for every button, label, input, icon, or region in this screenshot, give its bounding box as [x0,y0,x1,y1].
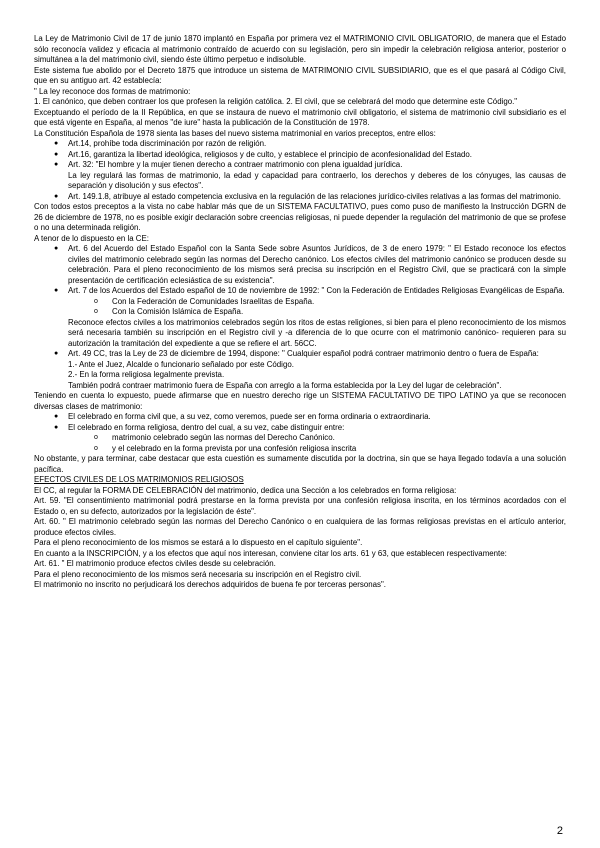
paragraph: Art. 61. " El matrimonio produce efectos civiles desde su celebración. [34,559,276,568]
list-item-continuation: 2.- En la forma religiosa legalmente prevista. [68,370,225,379]
paragraph: El CC, al regular la FORMA DE CELEBRACIÓN del matrimonio, dedica una Sección a los celebrados en forma religiosa: [34,485,457,495]
paragraph: Para el pleno reconocimiento de los mismos será necesaria su inscripción en el Registro civil. [34,569,362,579]
list-item: ● Art.14, prohíbe toda discriminación por razón de religión. [54,139,267,148]
bullet-icon: ● [54,140,59,147]
list-item: ● El celebrado en forma religiosa, dentro del cual, a su vez, cabe distinguir entre: [54,422,345,432]
list-item: ● Art.16, garantiza la libertad ideológica, religiosos y de culto, y establece el principio de aconfesionalidad del Estado. [54,149,472,159]
list-item: ● Art. 32: "El hombre y la mujer tienen derecho a contraer matrimonio con plena igualdad jurídica. [54,160,403,169]
bullet-icon: ● [54,150,59,158]
page-number: 2 [556,825,563,837]
list-item: ● El celebrado en forma civil que, a su vez, como veremos, puede ser en forma ordinaria o extraordinaria. [54,412,431,421]
paragraph: Exceptuando el período de la II República, en que se instaura de nuevo el matrimonio civil obligatorio, el sistema de matrimonio civil subsidiario es el que está vigente en España, al menos "de iure" hasta la publicación de la Constitución de 1978. [34,107,566,127]
circle-bullet-icon: o [94,297,98,305]
paragraph: Este sistema fue abolido por el Decreto 1875 que introduce un sistema de MATRIMONIO CIVIL SUBSIDIARIO, que es el que pasará al Código Civil, que en su antiguo art. 42 establecía: [34,65,566,85]
circle-bullet-icon: o [94,308,98,315]
paragraph: Art. 59. "El consentimiento matrimonial podrá prestarse en la forma prevista por una confesión religiosa inscrita, en los términos acordados con el Estado o, en su defecto, autorizados por la legislación de éste". [34,496,566,516]
paragraph: La Constitución Española de 1978 sienta las bases del nuevo sistema matrimonial en varios preceptos, entre ellos: [34,128,436,138]
paragraph: Art. 60. " El matrimonio celebrado según las normas del Derecho Canónico o en cualquiera de las formas religiosas previstas en el artículo anterior, produce efectos civiles. [34,517,566,537]
bullet-icon: ● [54,245,59,252]
ce-articles-list [34,139,566,202]
list-item: ● Art. 6 del Acuerdo del Estado Español con la Santa Sede sobre Asuntos Jurídicos, de 3 de enero 1979: " El Estado reconoce los efectos civiles del matrimonio celebrado según las normas del Derecho canónico. Los efectos civiles del matrimonio canónico se producen desde su celebración. Para el pleno reconocimiento de los mismos será precisa su inscripción en el Registro Civil, que se practicará con la simple presentación de certificación eclesiástica de su existencia". [54,244,566,285]
paragraph: No obstante, y para terminar, cabe destacar que esta cuestión es sumamente discutida por la doctrina, sin que se haya llegado todavía a una solución pacífica. [34,454,566,474]
paragraph: Teniendo en cuenta lo expuesto, puede afirmarse que en nuestro derecho rige un SISTEMA FACULTATIVO DE TIPO LATINO ya que se reconocen diversas clases de matrimonio: [34,391,566,411]
bullet-icon: ● [54,423,59,431]
sub-list-item: o Con la Federación de Comunidades Israelitas de España. [94,296,315,306]
bullet-icon: ● [54,192,59,200]
list-item-continuation: 1.- Ante el Juez, Alcalde o funcionario señalado por este Código. [68,359,294,369]
paragraph: 1. El canónico, que deben contraer los que profesen la religión católica. 2. El civil, que se celebrará del modo que determine este Código." [34,97,518,106]
list-item: ● Art. 7 de los Acuerdos del Estado español de 10 de noviembre de 1992: " Con la Federación de Entidades Religiosas Evangélicas de España. [54,286,565,295]
circle-bullet-icon: o [94,434,98,441]
sub-list-item: o matrimonio celebrado según las normas del Derecho Canónico. [94,433,335,442]
sub-list-item: o y el celebrado en la forma prevista por una confesión religiosa inscrita [94,443,357,453]
circle-bullet-icon: o [94,444,98,452]
list-item: ● Art. 49 CC, tras la Ley de 23 de diciembre de 1994, dispone: " Cualquier español podrá contraer matrimonio dentro o fuera de España: [54,349,539,358]
list-item-continuation: También podrá contraer matrimonio fuera de España con arreglo a la forma establecida por la Ley del lugar de celebración". [68,380,502,390]
list-item-continuation: La ley regulará las formas de matrimonio, la edad y capacidad para contraerlo, los derechos y deberes de los cónyuges, las causas de separación y disolución y sus efectos". [68,170,566,190]
list-item-continuation: Reconoce efectos civiles a los matrimonios celebrados según los ritos de estas religiones, si bien para el pleno reconocimiento de los mismos será necesaria también su inscripción en el Registro civil y -a diferencia de lo que ocurre con el matrimonio canónico- requieren para su autorización la tramitación del expediente a que se refiere el art. 56CC. [68,317,566,348]
paragraph: A tenor de lo dispuesto en la CE: [34,233,149,243]
sub-list-item: o Con la Comisión Islámica de España. [94,307,244,316]
bullet-icon: ● [54,413,59,420]
marriage-types-list [34,412,566,454]
paragraph: Para el pleno reconocimiento de los mismos se estará a lo dispuesto en el capítulo siguiente". [34,538,363,547]
paragraph: La Ley de Matrimonio Civil de 17 de junio 1870 implantó en España por primera vez el MATRIMONIO CIVIL OBLIGATORIO, de manera que el Estado sólo reconocía validez y eficacia al matrimonio contraído de acuerdo con su legislación, pero sin impedir la celebración religiosa anterior, posterior o simultánea a la del matrimonio civil, siendo éste último perpetuo e indisoluble. [34,34,566,64]
bullet-icon: ● [54,287,59,294]
paragraph: En cuanto a la INSCRIPCIÓN, y a los efectos que aquí nos interesan, conviene citar los arts. 61 y 63, que establecen respectivamente: [34,548,507,558]
paragraph: El matrimonio no inscrito no perjudicará los derechos adquiridos de buena fe por terceras personas". [34,580,386,589]
bullet-icon: ● [54,350,59,357]
agreements-list [34,244,566,391]
paragraph: Con todos estos preceptos a la vista no cabe hablar más que de un SISTEMA FACULTATIVO, pues como puso de manifiesto la Instrucción DGRN de 26 de diciembre de 1978, no es posible exigir declaración sobre creencias religiosas, ni puede depender la regulación del matrimonio de que se profese o no una determinada religión. [34,202,566,232]
bullet-icon: ● [54,161,59,168]
section-heading: EFECTOS CIVILES DE LOS MATRIMONIOS RELIGIOSOS [34,475,244,484]
list-item: ● Art. 149.1.8, atribuye al estado competencia exclusiva en la regulación de las relaciones jurídico-civiles relativas a las formas del matrimonio. [54,191,561,201]
paragraph: " La ley reconoce dos formas de matrimonio: [34,86,191,96]
